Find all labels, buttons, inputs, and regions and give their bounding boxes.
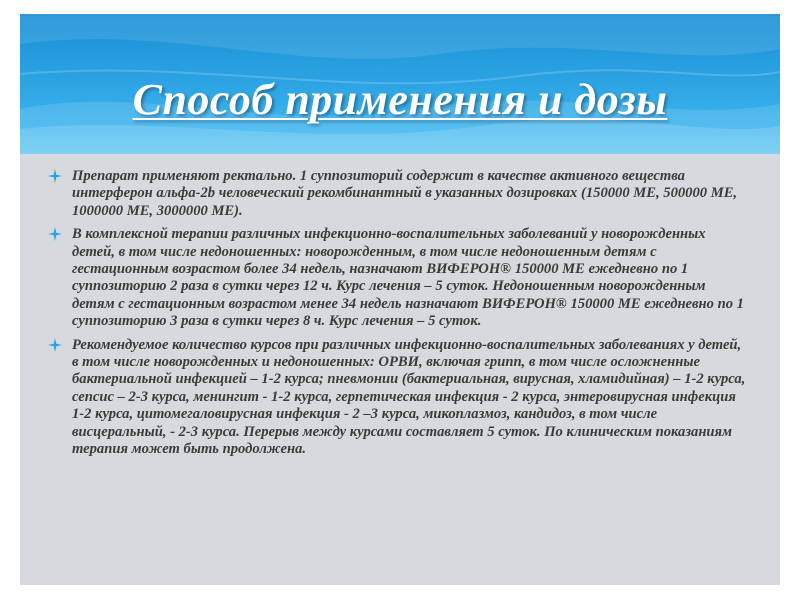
list-item [48, 226, 748, 330]
slide-title: Способ применения и дозы [132, 75, 668, 124]
star-bullet-icon [48, 227, 62, 241]
list-item [48, 168, 748, 220]
header-band [20, 14, 780, 154]
list-item [48, 337, 748, 459]
bullet-text: Препарат применяют ректально. 1 суппозиторий содержит в качестве активного вещества интерферон альфа-2b человеческий рекомбинантный в указанных дозировках (150000 МЕ, 500000 МЕ, 1000000 МЕ, 3000000 МЕ). [72, 168, 738, 219]
bullet-list [48, 168, 748, 465]
bullet-text: Рекомендуемое количество курсов при различных инфекционно-воспалительных заболеваниях у детей, в том числе новорожденных и недоношенных: ОРВИ, включая грипп, в том числе осложненные бактериальной инфекцией – 1-2 курса; пневмонии (бактериальная, вирусная, хламидийная) – 1-2 курса, сепсис – 2-3 курса, менингит - 1-2 курса, герпетическая инфекция - 2 курса, энтеровирусная инфекция 1-2 курса, цитомегаловирусная инфекция - 2 –3 курса, микоплазмоз, кандидоз, в том числе висцеральный, - 2-3 курса. Перерыв между курсами составляет 5 суток. По клиническим показаниям терапия может быть продолжена. [72, 336, 746, 458]
slide [20, 14, 780, 585]
bullet-text: В комплексной терапии различных инфекционно-воспалительных заболеваний у новорожденных детей, в том числе недоношенных: новорожденным, в том числе недоношенным детям с гестационным возрастом более 34 недель, назначают ВИФЕРОН® 150000 МЕ ежедневно по 1 суппозиторию 2 раза в сутки через 12 ч. Курс лечения – 5 суток. Недоношенным новорожденным детям с гестационным возрастом менее 34 недель назначают ВИФЕРОН® 150000 МЕ ежедневно по 1 суппозиторию 3 раза в сутки через 8 ч. Курс лечения – 5 суток. [72, 226, 744, 330]
star-bullet-icon [48, 338, 62, 352]
star-bullet-icon [48, 169, 62, 183]
